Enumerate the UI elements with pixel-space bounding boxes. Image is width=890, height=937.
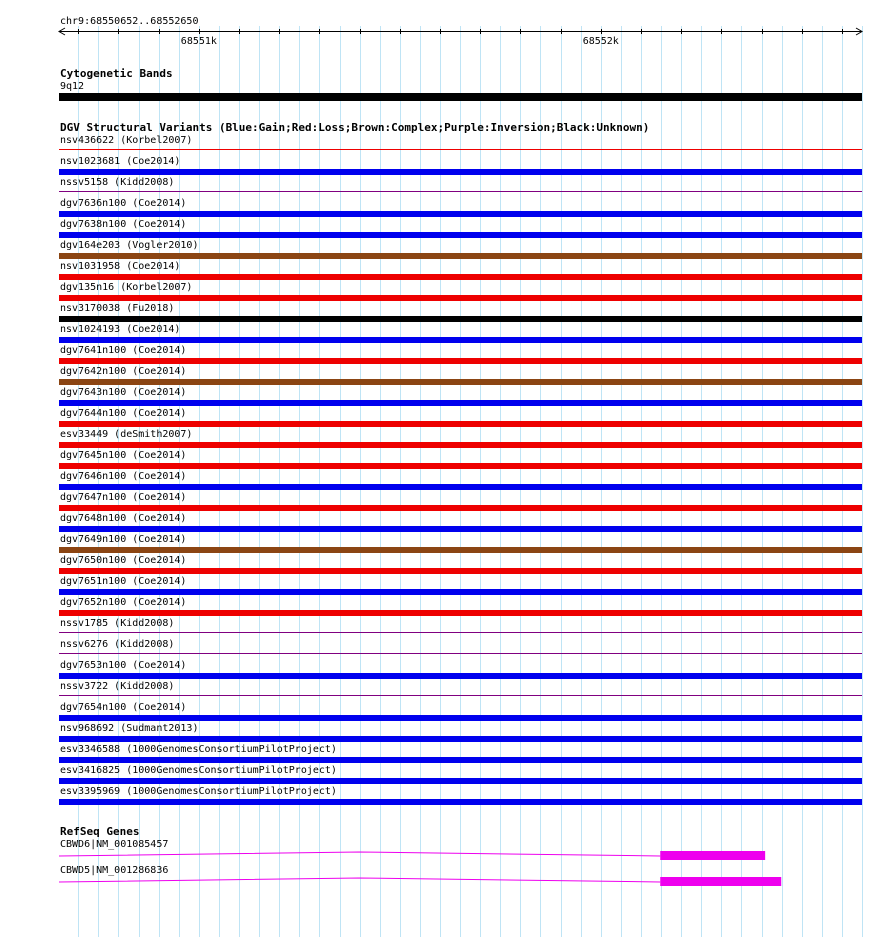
variant-label: esv3416825 (1000GenomesConsortiumPilotProject) xyxy=(60,765,337,776)
variant-bar[interactable] xyxy=(59,547,862,553)
variant-label: dgv7646n100 (Coe2014) xyxy=(60,471,187,482)
variant-label: esv3346588 (1000GenomesConsortiumPilotProject) xyxy=(60,744,337,755)
variant-bar[interactable] xyxy=(59,589,862,595)
variant-bar[interactable] xyxy=(59,442,862,448)
variant-bar[interactable] xyxy=(59,149,862,150)
variant-bar[interactable] xyxy=(59,274,862,280)
variant-bar[interactable] xyxy=(59,463,862,469)
variant-label: dgv7642n100 (Coe2014) xyxy=(60,366,187,377)
variant-label: dgv7638n100 (Coe2014) xyxy=(60,219,187,230)
variant-label: dgv7650n100 (Coe2014) xyxy=(60,555,187,566)
variant-label: dgv7653n100 (Coe2014) xyxy=(60,660,187,671)
variant-label: dgv7652n100 (Coe2014) xyxy=(60,597,187,608)
variant-bar[interactable] xyxy=(59,610,862,616)
variant-bar[interactable] xyxy=(59,253,862,259)
gene-exon[interactable] xyxy=(660,877,781,886)
variant-bar[interactable] xyxy=(59,316,862,322)
variant-label: esv3395969 (1000GenomesConsortiumPilotProject) xyxy=(60,786,337,797)
gene-intron-line xyxy=(59,852,660,856)
refseq-track-title: RefSeq Genes xyxy=(60,825,140,838)
gene-label: CBWD6|NM_001085457 xyxy=(60,839,169,850)
variant-bar[interactable] xyxy=(59,505,862,511)
refseq-gene-0[interactable] xyxy=(59,839,765,860)
variant-label: dgv135n16 (Korbel2007) xyxy=(60,282,193,293)
gene-exon[interactable] xyxy=(660,851,765,860)
variant-label: nsv1024193 (Coe2014) xyxy=(60,324,181,335)
variant-bar[interactable] xyxy=(59,526,862,532)
variant-bar[interactable] xyxy=(59,295,862,301)
variant-bar[interactable] xyxy=(59,211,862,217)
variant-bar[interactable] xyxy=(59,191,862,192)
variant-label: dgv7647n100 (Coe2014) xyxy=(60,492,187,503)
variant-label: nsv1023681 (Coe2014) xyxy=(60,156,181,167)
cytoband-track-title: Cytogenetic Bands xyxy=(60,67,173,80)
cytoband-bar[interactable] xyxy=(59,93,862,101)
variant-label: esv33449 (deSmith2007) xyxy=(60,429,193,440)
variant-label: dgv7641n100 (Coe2014) xyxy=(60,345,187,356)
ruler-tick-label: 68552k xyxy=(582,36,619,47)
variant-label: nsv3170038 (Fu2018) xyxy=(60,303,175,314)
variant-bar[interactable] xyxy=(59,337,862,343)
variant-label: nssv1785 (Kidd2008) xyxy=(60,618,175,629)
ruler-range-label: chr9:68550652..68552650 xyxy=(60,16,199,27)
variant-label: nssv6276 (Kidd2008) xyxy=(60,639,175,650)
variant-bar[interactable] xyxy=(59,736,862,742)
variant-label: dgv7654n100 (Coe2014) xyxy=(60,702,187,713)
variant-label: dgv7651n100 (Coe2014) xyxy=(60,576,187,587)
variant-label: dgv164e203 (Vogler2010) xyxy=(60,240,199,251)
variant-bar[interactable] xyxy=(59,757,862,763)
variant-label: nssv5158 (Kidd2008) xyxy=(60,177,175,188)
gene-intron-line xyxy=(59,878,660,882)
variant-bar[interactable] xyxy=(59,169,862,175)
variant-bar[interactable] xyxy=(59,358,862,364)
variant-bar[interactable] xyxy=(59,568,862,574)
variant-bar[interactable] xyxy=(59,799,862,805)
variant-bar[interactable] xyxy=(59,400,862,406)
variant-label: nsv436622 (Korbel2007) xyxy=(60,135,193,146)
variant-bar[interactable] xyxy=(59,653,862,654)
variant-bar[interactable] xyxy=(59,484,862,490)
variant-bar[interactable] xyxy=(59,778,862,784)
variant-bar[interactable] xyxy=(59,695,862,696)
dgv-track-title: DGV Structural Variants (Blue:Gain;Red:Loss;Brown:Complex;Purple:Inversion;Black:Unknown) xyxy=(60,121,650,134)
variant-bar[interactable] xyxy=(59,421,862,427)
variant-label: nssv3722 (Kidd2008) xyxy=(60,681,175,692)
cytoband-label: 9q12 xyxy=(60,81,85,92)
variant-bar[interactable] xyxy=(59,632,862,633)
variant-label: dgv7643n100 (Coe2014) xyxy=(60,387,187,398)
variant-label: dgv7648n100 (Coe2014) xyxy=(60,513,187,524)
ruler-tick-label: 68551k xyxy=(180,36,217,47)
variant-label: dgv7649n100 (Coe2014) xyxy=(60,534,187,545)
variant-label: dgv7645n100 (Coe2014) xyxy=(60,450,187,461)
variant-bar[interactable] xyxy=(59,379,862,385)
variant-bar[interactable] xyxy=(59,715,862,721)
variant-label: dgv7636n100 (Coe2014) xyxy=(60,198,187,209)
gene-label: CBWD5|NM_001286836 xyxy=(60,865,169,876)
variant-label: nsv1031958 (Coe2014) xyxy=(60,261,181,272)
variant-bar[interactable] xyxy=(59,232,862,238)
variant-label: nsv968692 (Sudmant2013) xyxy=(60,723,199,734)
variant-bar[interactable] xyxy=(59,673,862,679)
variant-label: dgv7644n100 (Coe2014) xyxy=(60,408,187,419)
